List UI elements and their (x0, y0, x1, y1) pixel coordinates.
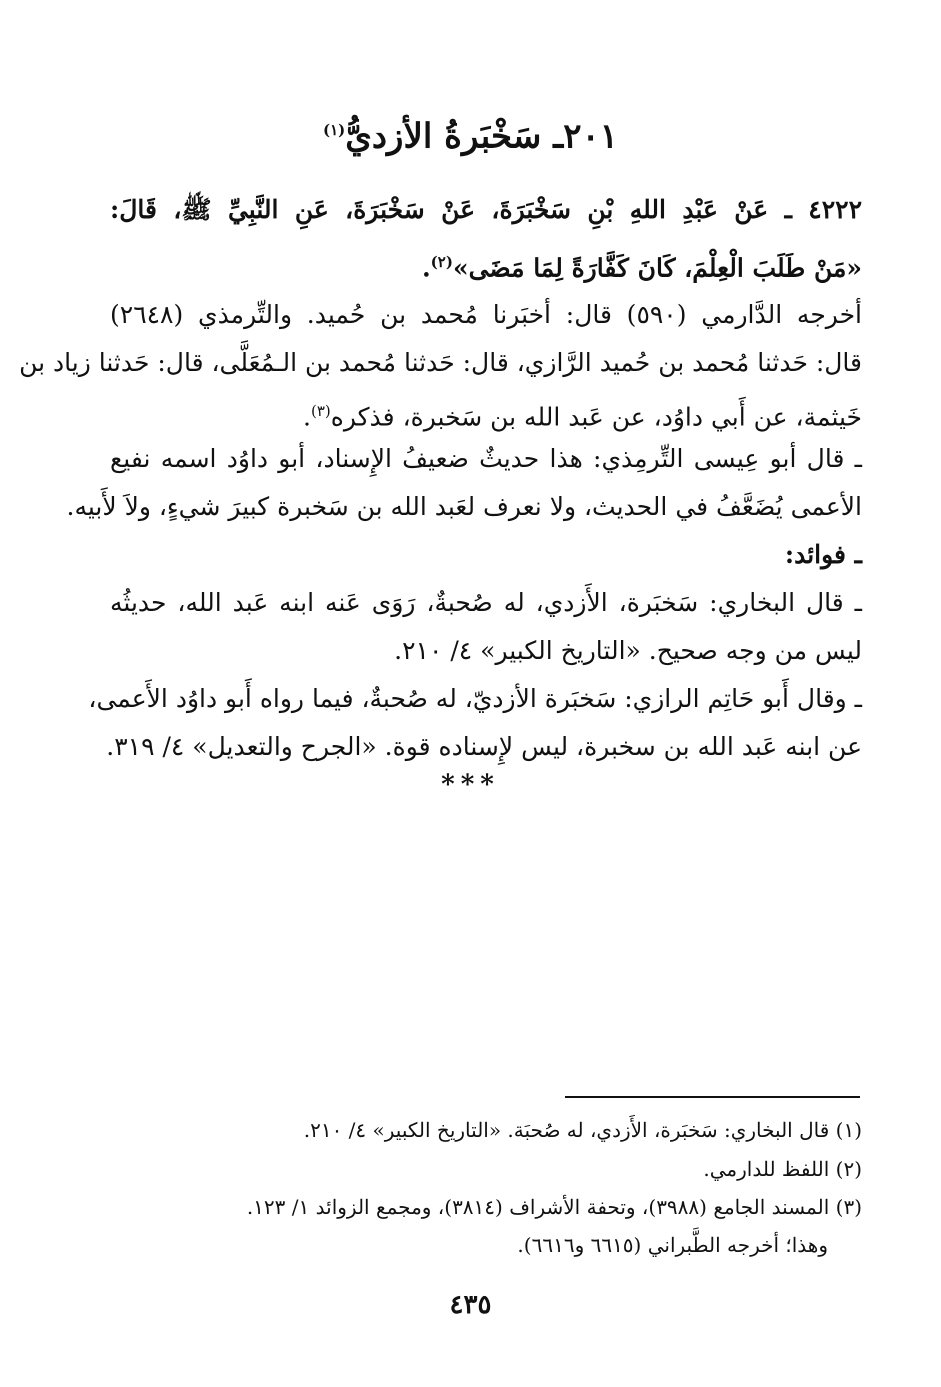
section-separator: *** (441, 770, 500, 800)
footnote-3: (٣) المسند الجامع (٣٩٨٨)، وتحفة الأشراف (٣٨١٤)، ومجمع الزوائد ١/ ١٢٣. (246, 1195, 862, 1219)
tirmidhi-line-2: الأعمى يُضَعَّفُ في الحديث، ولا نعرف لعَبد الله بن سَخبرة كبيرَ شيءٍ، ولاَ لأَبيه. (66, 492, 862, 521)
footnote-1: (١) قال البخاري: سَخبَرة، الأَزدي، له صُحبَة. «التاريخ الكبير» ٤/ ٢١٠. (303, 1118, 862, 1142)
fawaid-heading: ـ فوائد: (784, 540, 862, 569)
abuhatim-line-1: ـ وقال أَبو حَاتِم الرازي: سَخبَرة الأزديّ، له صُحبةٌ، فيما رواه أَبو داوُد الأَعمى، (88, 684, 862, 713)
abuhatim-line-2: عن ابنه عَبد الله بن سخبرة، ليس لإِسناده قوة. «الجرح والتعديل» ٤/ ٣١٩. (106, 732, 862, 761)
footnote-divider (565, 1096, 860, 1098)
hadith-line-2 (110, 237, 862, 287)
footnote-2: (٢) اللفظ للدارمي. (703, 1157, 862, 1181)
takhrij-line-2: قال: حَدثنا مُحمد بن حُميد الرَّازي، قال: حَدثنا مُحمد بن الـمُعَلَّى، قال: حَدثنا زياد بن (19, 348, 862, 377)
takhrij-footnote-ref: (٣) (310, 402, 331, 420)
bukhari-line-1: ـ قال البخاري: سَخبَرة، الأَزدي، له صُحبةٌ، رَوَى عَنه ابنه عَبد الله، حديثُه (110, 588, 862, 617)
takhrij-line-3-end: . (303, 402, 311, 432)
heading-footnote-ref: (١) (323, 121, 346, 139)
tirmidhi-line-1: ـ قال أبو عِيسى التِّرمِذي: هذا حديثٌ ضعيفُ الإِسناد، أبو داوُد اسمه نفيع (110, 444, 862, 473)
takhrij-line-3-text: خَيثمة، عن أَبي داوُد، عن عَبد الله بن سَخبرة، فذكره (330, 402, 862, 432)
footnote-3-continued: وهذا؛ أخرجه الطَّبراني (٦٦١٥ و٦٦١٦). (517, 1233, 828, 1257)
hadith-matn: «مَنْ طَلَبَ الْعِلْمَ، كَانَ كَفَّارَةً لِمَا مَضَى» (452, 253, 862, 283)
hadith-line-2-end: . (421, 253, 431, 283)
hadith-line-1: ٤٢٢٢ ـ عَنْ عَبْدِ اللهِ بْنِ سَخْبَرَةَ، عَنْ سَخْبَرَةَ، عَنِ النَّبِيِّ ﷺ، قَالَ: (110, 195, 862, 224)
takhrij-line-3 (110, 386, 862, 436)
chapter-heading (0, 100, 941, 166)
takhrij-line-1: أخرجه الدَّارمي (٥٩٠) قال: أخبَرنا مُحمد بن حُميد. والتِّرمذي (٢٦٤٨) (110, 300, 862, 329)
bukhari-line-2: ليس من وجه صحيح. «التاريخ الكبير» ٤/ ٢١٠. (394, 636, 862, 665)
page-number: ٤٣٥ (449, 1290, 492, 1320)
hadith-footnote-ref: (٢) (430, 253, 453, 271)
chapter-heading-text: ٢٠١ـ سَخْبَرةُ الأزديُّ (345, 116, 618, 157)
